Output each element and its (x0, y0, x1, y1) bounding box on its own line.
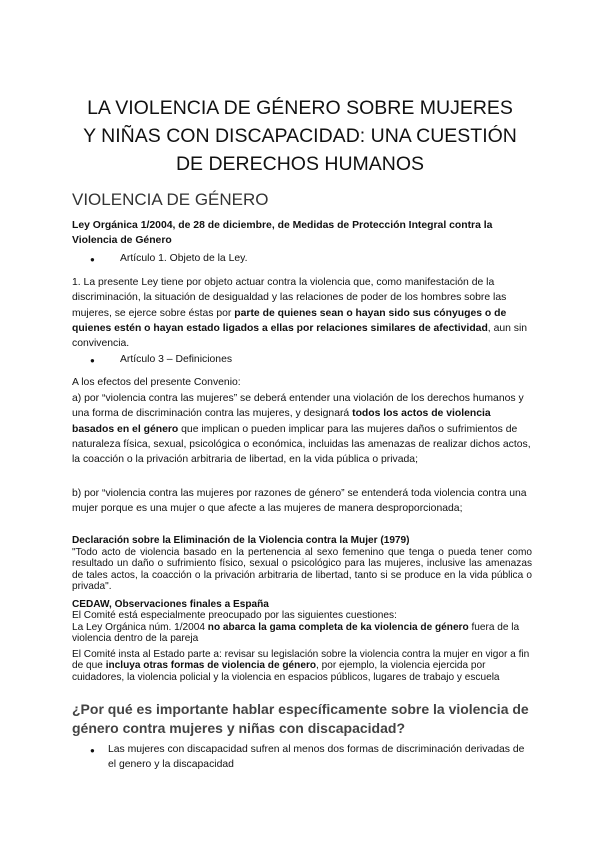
cedaw-line-2-text-a: La Ley Orgánica núm. 1/2004 (72, 622, 208, 633)
cedaw-insta-text-a: El Comité insta al Estado parte a: revisar su legislación sobre la violencia contra la mujer en vigor a fin de que (72, 649, 530, 672)
question-heading: ¿Por qué es importante hablar específicamente sobre la violencia de género contra mujeres y niñas con discapacidad? (72, 701, 529, 736)
document-title (60, 94, 540, 178)
article-1-text-b: , aun sin convivencia. (72, 322, 528, 350)
cedaw-title: CEDAW, Observaciones finales a España (72, 599, 269, 610)
law-title: Ley Orgánica 1/2004, de 28 de diciembre, de Medidas de Protección Integral contra la Violencia de Género (72, 220, 493, 247)
bullet-dot-icon: ● (90, 746, 95, 755)
definition-b: b) por “violencia contra las mujeres por razones de género” se entenderá toda violencia contra una mujer porque es una mujer o que afecte a las mujeres de manera desproporcionada; (72, 488, 527, 515)
article-1-text-bold: parte de quienes sean o hayan sido sus cónyuges o de quienes estén o hayan estado ligados a ellas por relaciones similares de afectividad (72, 307, 507, 334)
definition-a-text-b: que implican o pueden implicar para las mujeres daños o sufrimientos de naturaleza física, sexual, psicológica o económica, incluidas las amenazas de realizar dichos actos, la coacción o la privación arbitraria de libertad, en la vida pública o privada; (72, 423, 531, 466)
cedaw-line-2 (72, 622, 532, 645)
bullet-article-1 (90, 251, 530, 266)
cedaw-line-2-bold: no abarca la gama completa de ka violencia de género (207, 622, 469, 633)
section-heading: VIOLENCIA DE GÉNERO (72, 190, 269, 209)
title-line-1: LA VIOLENCIA DE GÉNERO SOBRE MUJERES (87, 97, 513, 119)
bullet-label: Artículo 3 – Definiciones (120, 354, 233, 365)
definition-a-bold: todos los actos de violencia basados en el género (72, 408, 491, 435)
cedaw-line-1: El Comité está especialmente preocupado por las siguientes cuestiones: (72, 610, 397, 621)
bullet-label: Artículo 1. Objeto de la Ley. (120, 253, 248, 264)
declaration-quote: "Todo acto de violencia basado en la pertenencia al sexo femenino que tenga o pueda tener como resultado un daño o sufrimiento físico, sexual o psicológico para las mujeres, inclusive las amenazas de tales actos, la coacción o la privación arbitraria de libertad, tanto si se produce en la vida pública o privada". (72, 547, 532, 593)
cedaw-insta-text-b: , por ejemplo, la violencia ejercida por cuidadores, la violencia policial y la violencia en espacios públicos, lugares de trabajo y escuela (72, 660, 500, 683)
title-line-2: Y NIÑAS CON DISCAPACIDAD: UNA CUESTIÓN (83, 125, 517, 147)
title-line-3: DE DERECHOS HUMANOS (175, 153, 425, 175)
convenio-intro: A los efectos del presente Convenio: (72, 377, 241, 388)
cedaw-insta-bold: incluya otras formas de violencia de género (105, 660, 317, 672)
article-1-text-a: 1. La presente Ley tiene por objeto actuar contra la violencia que, como manifestación de la discriminación, la situación de desigualdad y las relaciones de poder de los hombres sobre las mujeres, se ejerce sobre éstas por (72, 277, 507, 319)
declaration-title: Declaración sobre la Eliminación de la Violencia contra la Mujer (1979) (72, 535, 410, 546)
bullet-dot-icon: ● (90, 255, 95, 264)
cedaw-line-2-text-b: fuera de la violencia dentro de la pareja (72, 622, 520, 645)
bullet-final (90, 742, 530, 773)
article-1-paragraph (72, 275, 532, 351)
bullet-label: Las mujeres con discapacidad sufren al menos dos formas de discriminación derivadas de el genero y la discapacidad (108, 744, 525, 771)
definition-a (72, 391, 532, 467)
bullet-dot-icon: ● (90, 356, 95, 365)
definition-a-text-a: a) por “violencia contra las mujeres” se deberá entender una violación de los derechos humanos y una forma de discriminación contra las mujeres, y designará (72, 393, 524, 420)
bullet-article-3 (90, 352, 530, 367)
cedaw-insta (72, 649, 532, 683)
